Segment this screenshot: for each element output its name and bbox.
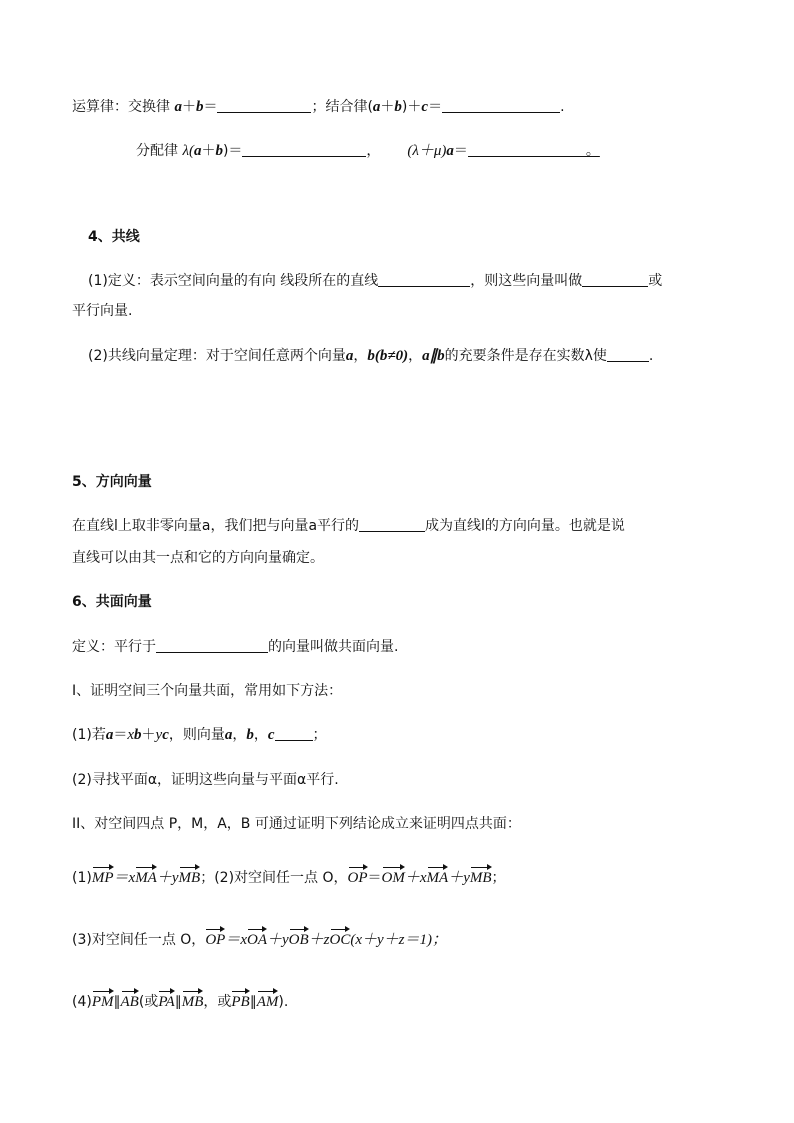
collinear-theorem: (2)共线向量定理：对于空间任意两个向量a，b(b≠0)，a∥b的充要条件是存在实数λ使 .	[88, 348, 654, 364]
fill-blank-distributive-2[interactable]	[468, 142, 586, 157]
fill-blank-collinear-line[interactable]	[378, 272, 470, 287]
direction-vector-text-cont: 直线可以由其一点和它的方向向量确定。	[72, 550, 324, 566]
vector-mb-4: MB	[182, 988, 204, 1012]
vector-mb-2: MB	[470, 864, 492, 888]
vector-ab: AB	[121, 988, 139, 1012]
method-1: (1)若a＝xb＋yc，则向量a，b，c ；	[72, 727, 327, 743]
vector-ma: MA	[135, 864, 157, 888]
fill-blank-coplanar-method[interactable]	[275, 726, 313, 741]
fill-blank-collinear-name[interactable]	[582, 272, 648, 287]
method-ii-title: II、对空间四点 P，M，A，B 可通过证明下列结论成立来证明四点共面：	[72, 816, 521, 832]
section-5-heading: 5、方向向量	[72, 474, 152, 490]
condition-1-2: (1)MP＝xMA＋yMB；(2)对空间任一点 O，OP＝OM＋xMA＋yMB；	[72, 864, 506, 888]
vector-ob: OB	[289, 926, 309, 950]
fill-blank-commutative[interactable]	[217, 98, 311, 113]
vector-op: OP	[348, 864, 368, 888]
vector-mb: MB	[179, 864, 201, 888]
vector-oa: OA	[247, 926, 267, 950]
vector-pb: PB	[231, 988, 249, 1012]
vector-pm: PM	[92, 988, 114, 1012]
section-4-heading: 4、共线	[88, 229, 140, 245]
vector-mp: MP	[92, 864, 114, 888]
vector-am: AM	[257, 988, 279, 1012]
vector-op-3: OP	[205, 926, 225, 950]
condition-4: (4)PM∥AB(或PA∥MB，或PB∥AM).	[72, 988, 288, 1012]
vector-oc: OC	[330, 926, 351, 950]
commutative-law-line: 运算律：交换律 a＋b＝ ；结合律(a＋b)＋c＝ .	[72, 99, 565, 115]
collinear-definition-cont: 平行向量.	[72, 303, 133, 319]
vector-pa: PA	[158, 988, 174, 1012]
fill-blank-distributive-1[interactable]	[242, 142, 366, 157]
collinear-definition: (1)定义：表示空间向量的有向 线段所在的直线 ，则这些向量叫做 或	[88, 273, 663, 289]
fill-blank-associative[interactable]	[442, 98, 560, 113]
vector-om: OM	[382, 864, 405, 888]
coplanar-definition: 定义：平行于 的向量叫做共面向量.	[72, 639, 399, 655]
method-2: (2)寻找平面α，证明这些向量与平面α平行.	[72, 772, 339, 788]
direction-vector-text: 在直线l上取非零向量a，我们把与向量a平行的 成为直线l的方向向量。也就是说	[72, 518, 625, 534]
condition-3: (3)对空间任一点 O，OP＝xOA＋yOB＋zOC(x＋y＋z＝1)；	[72, 926, 447, 950]
fill-blank-coplanar[interactable]	[156, 638, 268, 653]
distributive-law-line: 分配律 λ(a＋b)＝ ， (λ＋μ)a＝ 。	[136, 143, 600, 159]
fill-blank-direction-vector[interactable]	[359, 517, 425, 532]
section-6-heading: 6、共面向量	[72, 594, 152, 610]
fill-blank-collinear-theorem[interactable]	[607, 347, 649, 362]
method-i-title: I、证明空间三个向量共面，常用如下方法：	[72, 683, 343, 699]
vector-ma-2: MA	[427, 864, 449, 888]
